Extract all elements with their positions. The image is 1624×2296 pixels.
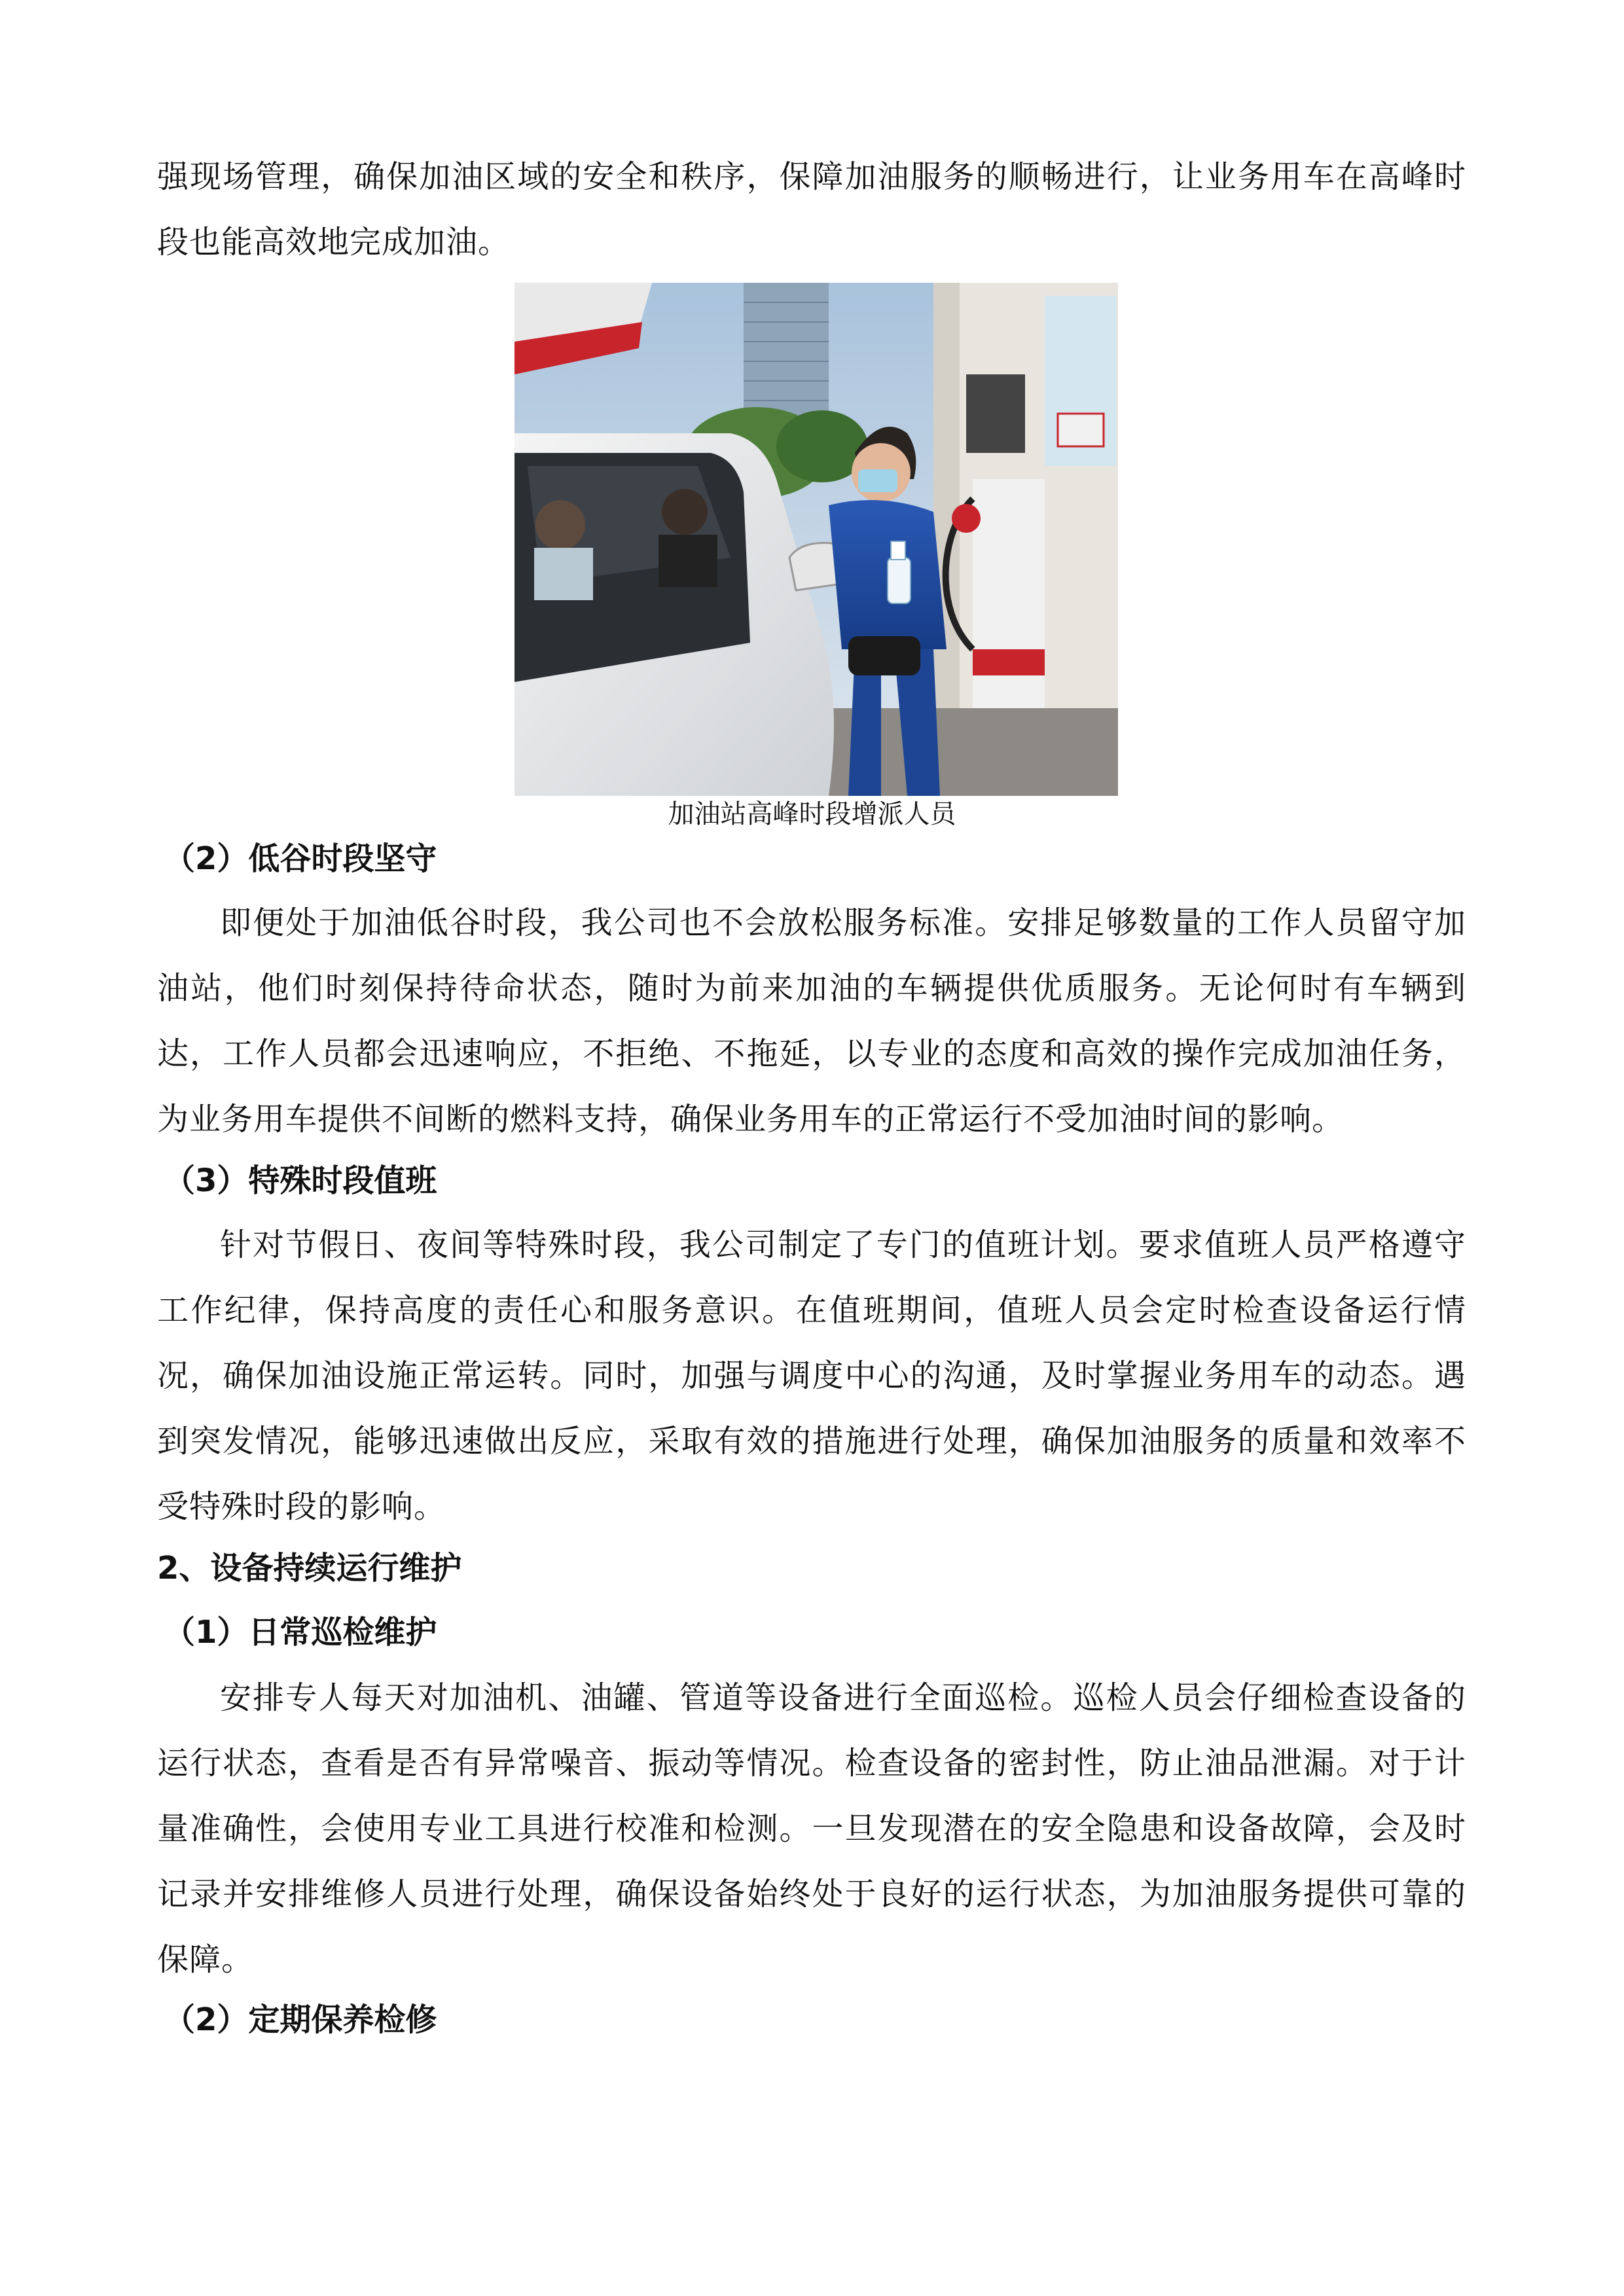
intro-paragraph: 强现场管理，确保加油区域的安全和秩序，保障加油服务的顺畅进行，让业务用车在高峰时段也能高效地完成加油。 [157, 158, 1466, 260]
gas-station-photo [514, 283, 1118, 796]
heading-equipment-maintenance: 2、设备持续运行维护 [157, 1550, 462, 1587]
paragraph-special-period: 针对节假日、夜间等特殊时段，我公司制定了专门的值班计划。要求值班人员严格遵守工作纪律，保持高度的责任心和服务意识。在值班期间，值班人员会定时检查设备运行情况，确保加油设施正常运转。同时，加强与调度中心的沟通，及时掌握业务用车的动态。遇到突发情况，能够迅速做出反应，采取有效的措施进行处理，确保加油服务的质量和效率不受特殊时段的影响。 [157, 1227, 1466, 1525]
heading-off-peak: （2）低谷时段坚守 [164, 840, 437, 877]
paragraph-daily-inspection: 安排专人每天对加油机、油罐、管道等设备进行全面巡检。巡检人员会仔细检查设备的运行状态，查看是否有异常噪音、振动等情况。检查设备的密封性，防止油品泄漏。对于计量准确性，会使用专业工具进行校准和检测。一旦发现潜在的安全隐患和设备故障，会及时记录并安排维修人员进行处理，确保设备始终处于良好的运行状态，为加油服务提供可靠的保障。 [157, 1679, 1466, 1978]
heading-daily-inspection: （1）日常巡检维护 [164, 1614, 437, 1651]
paragraph-off-peak: 即便处于加油低谷时段，我公司也不会放松服务标准。安排足够数量的工作人员留守加油站，他们时刻保持待命状态，随时为前来加油的车辆提供优质服务。无论何时有车辆到达，工作人员都会迅速响应，不拒绝、不拖延，以专业的态度和高效的操作完成加油任务，为业务用车提供不间断的燃料支持，确保业务用车的正常运行不受加油时间的影响。 [157, 905, 1466, 1138]
heading-special-period: （3）特殊时段值班 [164, 1162, 437, 1199]
figure-caption: 加油站高峰时段增派人员 [668, 799, 956, 829]
heading-periodic-maintenance: （2）定期保养检修 [164, 2001, 437, 2038]
photo-gas-station-attendant-icon [514, 283, 1118, 796]
